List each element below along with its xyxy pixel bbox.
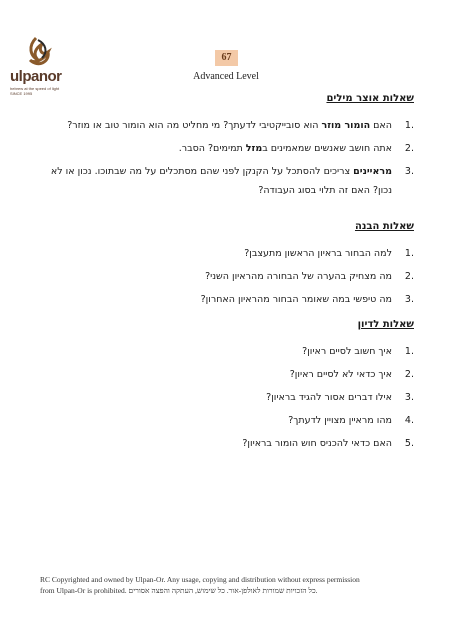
question-number: 3.: [404, 166, 414, 177]
question-item: [34, 411, 414, 430]
question-number: 2.: [404, 369, 414, 380]
question-item: [34, 290, 414, 309]
logo-tagline: hebrew at the speed of light SINCE 1995: [10, 86, 60, 96]
section-discussion: [34, 319, 414, 457]
question-text-part: האם כדאי להכניס חוש הומור בראיון?: [242, 438, 392, 449]
vocab-word: מראיינים: [353, 166, 392, 177]
logo-text: ulpanor: [10, 68, 62, 85]
question-text-part: איך כדאי לא לסיים ראיון?: [289, 369, 392, 380]
question-text-part: האם: [370, 120, 392, 131]
question-number: 5.: [404, 438, 414, 449]
question-number: 1.: [404, 120, 414, 131]
question-text-part: מהו מראיין מצויין לדעתך?: [288, 415, 392, 426]
section-title: שאלות אוצר מילים: [326, 93, 414, 104]
copyright-line-2: from Ulpan-Or is prohibited.: [40, 586, 127, 595]
question-text-part: אילו דברים אסור להגיד בראיון?: [266, 392, 392, 403]
question-number: 3.: [404, 294, 414, 305]
page-number: 67: [215, 50, 238, 66]
question-text-part: הוא סובייקטיבי לדעתך? מי מחליט מה הוא הומור טוב או מוזר?: [67, 120, 322, 131]
question-number: 1.: [404, 248, 414, 259]
question-text-part: צריכים להסתכל על הקנקן לפני שהם מסתכלים על מה שבתוכו. נכון או לא נכון? האם זה תלוי בסוג העבודה?: [50, 166, 392, 196]
question-item: [34, 342, 414, 361]
copyright-footer: [40, 574, 420, 596]
vocab-word: הומור מוזר: [321, 120, 371, 131]
section-vocabulary: [34, 93, 414, 204]
question-text-part: מה טיפשי במה שאומר הבחור מהראיון האחרון?: [200, 294, 392, 305]
question-item: [34, 116, 414, 135]
question-text: [34, 388, 392, 407]
question-text: [34, 162, 392, 200]
question-item: [34, 139, 414, 158]
section-title: שאלות הבנה: [354, 221, 414, 232]
question-number: 2.: [404, 271, 414, 282]
question-item: [34, 434, 414, 453]
question-text: [34, 267, 392, 286]
question-item: [34, 267, 414, 286]
question-text: [34, 411, 392, 430]
question-item: [34, 162, 414, 200]
vocab-word: מזל: [245, 143, 263, 154]
question-item: [34, 388, 414, 407]
question-text: [34, 342, 392, 361]
question-text-part: מה מצחיק בהערה של הבחורה מהראיון השני?: [205, 271, 392, 282]
question-text: [34, 116, 392, 135]
question-item: [34, 365, 414, 384]
question-text-part: אתה חושב שאנשים שמאמינים ב: [262, 143, 392, 154]
question-number: 3.: [404, 392, 414, 403]
question-number: 2.: [404, 143, 414, 154]
question-text: [34, 139, 392, 158]
question-text: [34, 244, 392, 263]
section-title: שאלות לדיון: [357, 319, 414, 330]
question-text: [34, 365, 392, 384]
question-text-part: איך חשוב לסיים ראיון?: [302, 346, 392, 357]
question-number: 1.: [404, 346, 414, 357]
level-label: Advanced Level: [193, 71, 259, 82]
question-text: [34, 290, 392, 309]
question-item: [34, 244, 414, 263]
section-comprehension: [34, 221, 414, 313]
question-text-part: למה הבחור בראיון הראשון מתעצבן?: [244, 248, 392, 259]
copyright-hebrew: כל הזכויות שמורות לאולפן-אור. כל שימוש, העתקה והפצה אסורים.: [128, 586, 318, 595]
question-text: [34, 434, 392, 453]
question-number: 4.: [404, 415, 414, 426]
copyright-line: RC Copyrighted and owned by Ulpan-Or. Any usage, copying and distribution without express permission: [40, 575, 360, 584]
question-text-part: תמימים? הסבר.: [178, 143, 246, 154]
